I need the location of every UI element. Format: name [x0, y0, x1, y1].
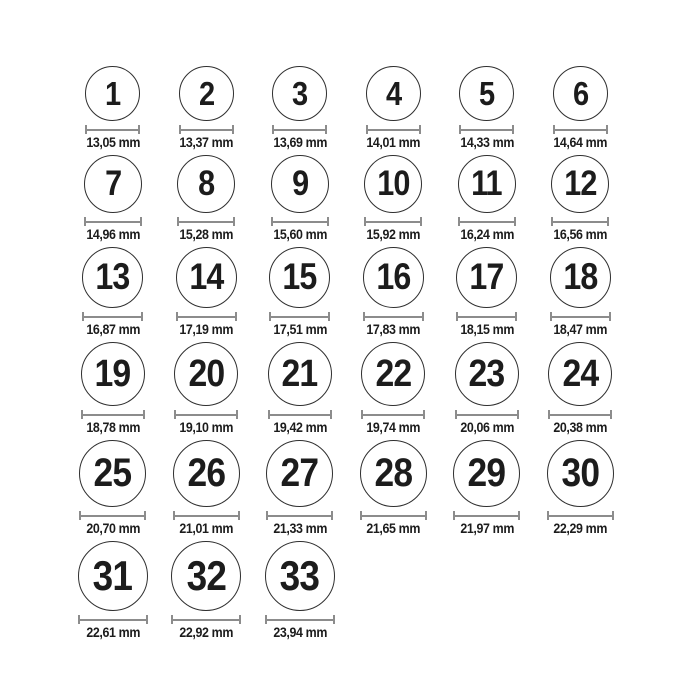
size-circle — [548, 342, 612, 406]
ring-size-cell — [347, 155, 441, 243]
ring-size-cell — [347, 247, 441, 338]
size-circle — [179, 66, 234, 121]
ring-size-cell — [160, 155, 254, 243]
size-row — [66, 247, 700, 338]
size-number: 11 — [471, 163, 503, 203]
size-circle — [266, 440, 333, 507]
size-number: 26 — [187, 450, 226, 496]
diameter-label: 22,61 mm — [85, 625, 140, 640]
size-number: 22 — [375, 351, 412, 395]
ring-size-cell — [440, 66, 534, 151]
size-circle — [171, 541, 241, 611]
size-number: 17 — [469, 256, 504, 298]
diameter-dimension-line — [265, 615, 335, 624]
diameter-dimension-line — [363, 312, 424, 321]
size-circle — [84, 155, 142, 213]
size-row — [66, 66, 700, 151]
diameter-label: 16,56 mm — [553, 227, 608, 242]
size-number: 8 — [198, 163, 215, 203]
size-number: 24 — [562, 351, 599, 395]
ring-size-cell — [347, 66, 441, 151]
diameter-label: 19,42 mm — [272, 420, 327, 435]
ring-size-cell — [253, 541, 347, 641]
diameter-label: 23,94 mm — [272, 625, 327, 640]
diameter-label: 21,97 mm — [459, 521, 514, 536]
size-number: 9 — [291, 163, 308, 203]
size-number: 15 — [282, 256, 317, 298]
ring-size-cell — [534, 440, 628, 537]
diameter-dimension-line — [456, 312, 517, 321]
diameter-label: 16,87 mm — [85, 322, 140, 337]
size-circle — [173, 440, 240, 507]
diameter-dimension-line — [455, 410, 519, 419]
size-number: 25 — [93, 450, 132, 496]
size-number: 14 — [189, 256, 224, 298]
diameter-label: 15,60 mm — [272, 227, 327, 242]
size-number: 13 — [95, 256, 130, 298]
size-circle — [366, 66, 421, 121]
size-number: 23 — [468, 351, 505, 395]
ring-size-cell — [66, 541, 160, 641]
size-number: 31 — [93, 552, 133, 599]
diameter-label: 18,78 mm — [85, 420, 140, 435]
size-row — [66, 440, 700, 537]
diameter-dimension-line — [453, 511, 520, 520]
diameter-dimension-line — [459, 125, 514, 134]
size-circle — [85, 66, 140, 121]
size-circle — [268, 342, 332, 406]
size-circle — [78, 541, 148, 611]
size-circle — [458, 155, 516, 213]
size-number: 10 — [377, 163, 410, 203]
size-circle — [455, 342, 519, 406]
diameter-label: 15,28 mm — [179, 227, 234, 242]
diameter-label: 14,01 mm — [366, 135, 421, 150]
diameter-dimension-line — [361, 410, 425, 419]
diameter-label: 20,06 mm — [459, 420, 514, 435]
size-circle — [176, 247, 237, 308]
diameter-dimension-line — [81, 410, 145, 419]
size-circle — [265, 541, 335, 611]
ring-size-cell — [534, 66, 628, 151]
size-circle — [456, 247, 517, 308]
diameter-dimension-line — [173, 511, 240, 520]
size-row — [66, 342, 700, 436]
ring-size-cell — [347, 342, 441, 436]
ring-size-cell — [440, 247, 534, 338]
diameter-dimension-line — [171, 615, 241, 624]
ring-size-cell — [440, 155, 534, 243]
diameter-dimension-line — [179, 125, 234, 134]
ring-size-cell — [160, 541, 254, 641]
size-number: 16 — [376, 256, 411, 298]
diameter-dimension-line — [269, 312, 330, 321]
size-circle — [363, 247, 424, 308]
ring-size-cell — [534, 155, 628, 243]
size-circle — [361, 342, 425, 406]
ring-size-cell — [347, 440, 441, 537]
size-number: 4 — [385, 75, 401, 112]
diameter-label: 16,24 mm — [459, 227, 514, 242]
diameter-dimension-line — [79, 511, 146, 520]
diameter-label: 21,65 mm — [366, 521, 421, 536]
ring-size-cell — [253, 155, 347, 243]
size-number: 6 — [572, 75, 588, 112]
size-circle — [269, 247, 330, 308]
size-circle — [360, 440, 427, 507]
size-circle — [551, 155, 609, 213]
diameter-dimension-line — [271, 217, 329, 226]
ring-size-cell — [66, 155, 160, 243]
diameter-label: 19,10 mm — [179, 420, 234, 435]
diameter-label: 17,19 mm — [179, 322, 234, 337]
diameter-dimension-line — [272, 125, 327, 134]
ring-size-cell — [66, 247, 160, 338]
size-number: 28 — [374, 450, 413, 496]
diameter-label: 14,33 mm — [459, 135, 514, 150]
size-number: 2 — [198, 75, 214, 112]
ring-size-cell — [440, 440, 534, 537]
diameter-dimension-line — [84, 217, 142, 226]
size-number: 27 — [280, 450, 319, 496]
diameter-label: 18,47 mm — [553, 322, 608, 337]
size-number: 19 — [94, 351, 131, 395]
diameter-dimension-line — [176, 312, 237, 321]
ring-size-cell — [253, 66, 347, 151]
ring-size-cell — [253, 247, 347, 338]
diameter-label: 18,15 mm — [459, 322, 514, 337]
size-row — [66, 155, 700, 243]
ring-size-cell — [160, 247, 254, 338]
size-number: 29 — [467, 450, 506, 496]
size-circle — [174, 342, 238, 406]
diameter-label: 17,83 mm — [366, 322, 421, 337]
diameter-dimension-line — [366, 125, 421, 134]
diameter-label: 14,96 mm — [85, 227, 140, 242]
size-circle — [177, 155, 235, 213]
diameter-dimension-line — [548, 410, 612, 419]
size-number: 3 — [292, 75, 308, 112]
diameter-label: 21,33 mm — [272, 521, 327, 536]
size-circle — [271, 155, 329, 213]
diameter-dimension-line — [82, 312, 143, 321]
size-circle — [79, 440, 146, 507]
diameter-dimension-line — [78, 615, 148, 624]
diameter-dimension-line — [547, 511, 614, 520]
diameter-label: 13,69 mm — [272, 135, 327, 150]
size-circle — [453, 440, 520, 507]
diameter-label: 22,29 mm — [553, 521, 608, 536]
diameter-dimension-line — [550, 312, 611, 321]
diameter-label: 13,37 mm — [179, 135, 234, 150]
diameter-label: 17,51 mm — [272, 322, 327, 337]
diameter-label: 14,64 mm — [553, 135, 608, 150]
size-number: 32 — [186, 552, 226, 599]
ring-size-cell — [66, 66, 160, 151]
diameter-label: 22,92 mm — [179, 625, 234, 640]
size-circle — [81, 342, 145, 406]
diameter-dimension-line — [553, 125, 608, 134]
diameter-dimension-line — [174, 410, 238, 419]
size-number: 21 — [281, 351, 318, 395]
diameter-label: 13,05 mm — [85, 135, 140, 150]
size-number: 1 — [105, 75, 121, 112]
size-number: 7 — [104, 163, 121, 203]
ring-size-cell — [440, 342, 534, 436]
diameter-label: 21,01 mm — [179, 521, 234, 536]
ring-size-cell — [534, 342, 628, 436]
size-row — [66, 541, 700, 641]
ring-size-cell — [160, 342, 254, 436]
ring-size-cell — [253, 440, 347, 537]
size-circle — [364, 155, 422, 213]
diameter-dimension-line — [268, 410, 332, 419]
diameter-dimension-line — [85, 125, 140, 134]
size-number: 33 — [280, 552, 320, 599]
size-circle — [82, 247, 143, 308]
size-number: 12 — [564, 163, 597, 203]
diameter-label: 15,92 mm — [366, 227, 421, 242]
size-number: 20 — [188, 351, 225, 395]
diameter-dimension-line — [458, 217, 516, 226]
size-circle — [550, 247, 611, 308]
diameter-dimension-line — [551, 217, 609, 226]
diameter-dimension-line — [177, 217, 235, 226]
ring-size-cell — [160, 440, 254, 537]
diameter-dimension-line — [364, 217, 422, 226]
diameter-dimension-line — [360, 511, 427, 520]
ring-size-cell — [66, 440, 160, 537]
diameter-label: 20,38 mm — [553, 420, 608, 435]
size-circle — [547, 440, 614, 507]
size-circle — [459, 66, 514, 121]
diameter-label: 19,74 mm — [366, 420, 421, 435]
size-number: 30 — [561, 450, 600, 496]
size-circle — [272, 66, 327, 121]
size-circle — [553, 66, 608, 121]
diameter-dimension-line — [266, 511, 333, 520]
ring-size-cell — [66, 342, 160, 436]
size-number: 5 — [479, 75, 495, 112]
ring-size-cell — [160, 66, 254, 151]
ring-size-cell — [253, 342, 347, 436]
size-number: 18 — [563, 256, 598, 298]
diameter-label: 20,70 mm — [85, 521, 140, 536]
ring-size-cell — [534, 247, 628, 338]
